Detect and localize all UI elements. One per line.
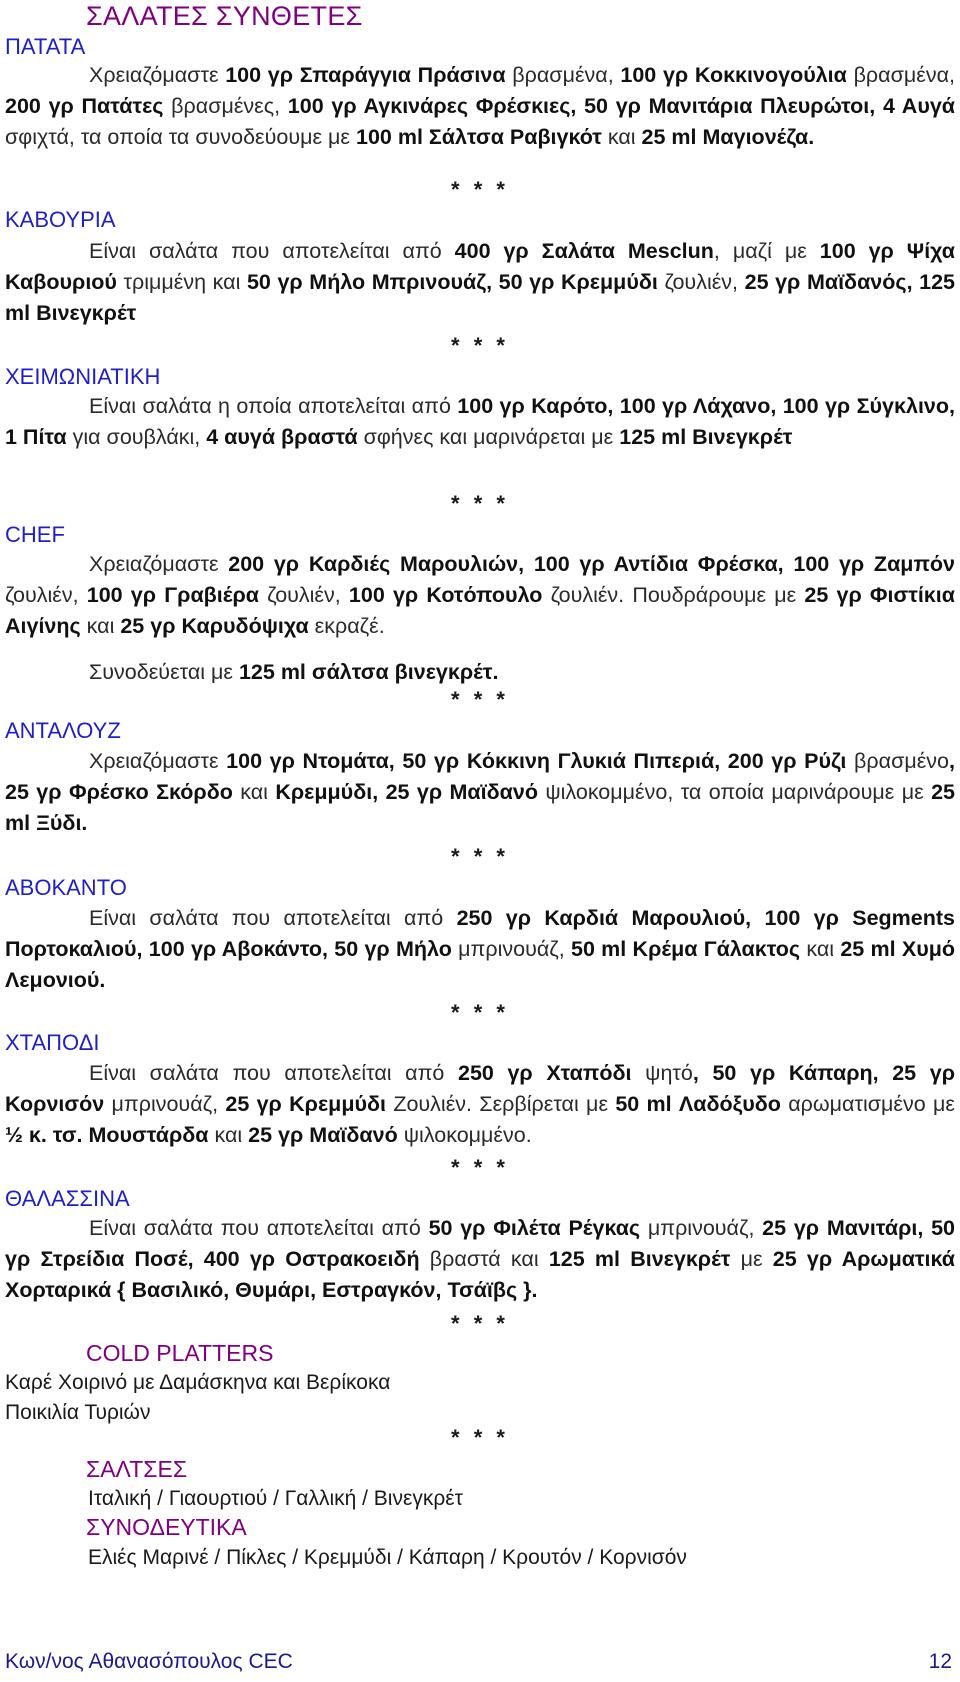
recipe-text-xtapodi: Είναι σαλάτα που αποτελείται από 250 γρ Χταπόδι ψητό, 50 γρ Κάπαρη, 25 γρ Κορνισόν μπρινουάζ, 25 γρ Κρεμμύδι Ζουλιέν. Σερβίρεται με 50 ml Λαδόξυδο αρωματισμένο με ½ κ. τσ. Μουστάρδα και 25 γρ Μαϊδανό ψιλοκομμένο.: [5, 1061, 955, 1148]
page-title: ΣΑΛΑΤΕΣ ΣΥΝΘΕΤΕΣ: [86, 1, 363, 31]
recipe-extra-chef: Συνοδεύεται με 125 ml σάλτσα βινεγκρέτ.: [89, 660, 499, 684]
recipe-heading-xeimoniatiki: ΧΕΙΜΩΝΙΑΤΙΚΗ: [5, 364, 161, 389]
recipe-text-avokanto: Είναι σαλάτα που αποτελείται από 250 γρ Καρδιά Μαρουλιού, 100 γρ Segments Πορτοκαλιού, 100 γρ Αβοκάντο, 50 γρ Μήλο μπρινουάζ, 50 ml Κρέμα Γάλακτος και 25 ml Χυμό Λεμονιού.: [5, 906, 955, 993]
recipe-text-chef: Χρειαζόμαστε 200 γρ Καρδιές Μαρουλιών, 100 γρ Αντίδια Φρέσκα, 100 γρ Ζαμπόν ζουλιέν, 100 γρ Γραβιέρα ζουλιέν, 100 γρ Κοτόπουλο ζουλιέν. Πουδράρουμε με 25 γρ Φιστίκια Αιγίνης και 25 γρ Καρυδόψιχα εκραζέ.: [5, 552, 955, 639]
separator: * * *: [451, 1000, 509, 1025]
sauces-heading: ΣΑΛΤΣΕΣ: [86, 1456, 188, 1482]
recipe-heading-avokanto: ΑΒΟΚΑΝΤΟ: [5, 875, 127, 900]
separator: * * *: [451, 687, 509, 712]
recipe-heading-chef: CHEF: [5, 522, 65, 547]
page-number: 12: [928, 1650, 952, 1673]
sauces-list: Ιταλική / Γιαουρτιού / Γαλλική / Βινεγκρέτ: [88, 1487, 463, 1510]
footer-author: Κων/νος Αθανασόπουλος CEC: [5, 1650, 293, 1673]
separator: * * *: [451, 333, 509, 358]
separator: * * *: [451, 1425, 509, 1450]
separator: * * *: [451, 844, 509, 869]
recipe-text-thalassina: Είναι σαλάτα που αποτελείται από 50 γρ Φιλέτα Ρέγκας μπρινουάζ, 25 γρ Μανιτάρι, 50 γρ Στρείδια Ποσέ, 400 γρ Οστρακοειδή βραστά και 125 ml Βινεγκρέτ με 25 γρ Αρωματικά Χορταρικά { Βασιλικό, Θυμάρι, Εστραγκόν, Τσάϊβς }.: [5, 1216, 956, 1303]
cold-platters-heading: COLD PLATTERS: [86, 1340, 274, 1366]
page-footer: [5, 1650, 952, 1680]
separator: * * *: [451, 177, 509, 202]
recipe-heading-xtapodi: ΧΤΑΠΟΔΙ: [5, 1030, 100, 1055]
recipe-text-xeimoniatiki: Είναι σαλάτα η οποία αποτελείται από 100 γρ Καρότο, 100 γρ Λάχανο, 100 γρ Σύγκλινο, 1 Πίτα για σουβλάκι, 4 αυγά βραστά σφήνες και μαρινάρεται με 125 ml Βινεγκρέτ: [5, 394, 955, 450]
separator: * * *: [451, 1311, 509, 1336]
recipe-heading-patata: ΠΑΤΑΤΑ: [5, 34, 86, 59]
separator: * * *: [451, 1155, 509, 1180]
recipe-text-kavouria: Είναι σαλάτα που αποτελείται από 400 γρ Σαλάτα Mesclun, μαζί με 100 γρ Ψίχα Καβουριού τριμμένη και 50 γρ Μήλο Μπρινουάζ, 50 γρ Κρεμμύδι ζουλιέν, 25 γρ Μαϊδανός, 125 ml Βινεγκρέτ: [5, 239, 955, 326]
separator: * * *: [451, 491, 509, 516]
cold-platter-item: Ποικιλία Τυριών: [5, 1401, 151, 1424]
cold-platter-item: Καρέ Χοιρινό με Δαμάσκηνα και Βερίκοκα: [5, 1371, 391, 1394]
sides-heading: ΣΥΝΟΔΕΥΤΙΚΑ: [86, 1514, 247, 1540]
recipe-heading-thalassina: ΘΑΛΑΣΣΙΝΑ: [5, 1186, 130, 1211]
recipe-text-patata: Χρειαζόμαστε 100 γρ Σπαράγγια Πράσινα βρασμένα, 100 γρ Κοκκινογούλια βρασμένα, 200 γρ Πατάτες βρασμένες, 100 γρ Αγκινάρες Φρέσκιες, 50 γρ Μανιτάρια Πλευρώτοι, 4 Αυγά σφιχτά, τα οποία τα συνοδεύουμε με 100 ml Σάλτσα Ραβιγκότ και 25 ml Μαγιονέζα.: [5, 63, 956, 150]
recipe-heading-kavouria: ΚΑΒΟΥΡΙΑ: [5, 207, 116, 232]
recipe-text-antalouz: Χρειαζόμαστε 100 γρ Ντομάτα, 50 γρ Κόκκινη Γλυκιά Πιπεριά, 200 γρ Ρύζι βρασμένο, 25 γρ Φρέσκο Σκόρδο και Κρεμμύδι, 25 γρ Μαϊδανό ψιλοκομμένο, τα οποία μαρινάρουμε με 25 ml Ξύδι.: [5, 749, 956, 836]
recipe-heading-antalouz: ΑΝΤΑΛΟΥΖ: [5, 718, 121, 743]
sides-list: Ελιές Μαρινέ / Πίκλες / Κρεμμύδι / Κάπαρη / Κρουτόν / Κορνισόν: [88, 1546, 687, 1569]
